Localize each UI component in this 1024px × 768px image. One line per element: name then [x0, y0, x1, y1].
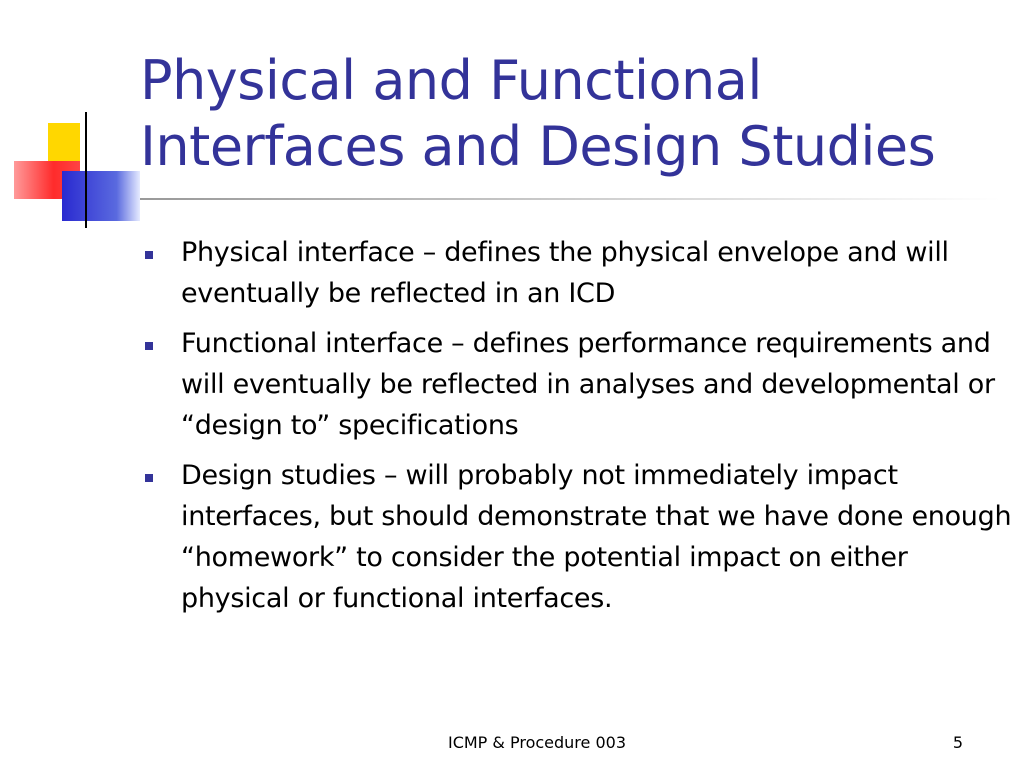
bullet-text: Design studies – will probably not immediately impact interfaces, but should demonstrate that we have done enough “homework” to consider the potential impact on either physical or functional interfaces. — [181, 460, 1012, 614]
title-underline — [140, 198, 1000, 202]
square-bullet-icon — [145, 342, 153, 350]
slide-logo-icon — [0, 0, 150, 240]
bullet-text: Functional interface – defines performance requirements and will eventually be reflected in analyses and developmental or “design to” specifications — [181, 328, 995, 441]
slide-footer: ICMP & Procedure 003 — [447, 733, 626, 752]
page-number: 5 — [952, 733, 963, 752]
square-bullet-icon — [145, 251, 153, 259]
logo-blue-square — [62, 171, 140, 221]
bullet-item — [142, 455, 1012, 619]
bullet-item — [142, 323, 1012, 446]
bullet-list — [142, 232, 1012, 628]
bullet-text: Physical interface – defines the physical envelope and will eventually be reflected in an ICD — [181, 237, 949, 309]
square-bullet-icon — [145, 474, 153, 482]
bullet-item — [142, 232, 1012, 314]
slide-title: Physical and Functional Interfaces and Design Studies — [140, 49, 936, 178]
